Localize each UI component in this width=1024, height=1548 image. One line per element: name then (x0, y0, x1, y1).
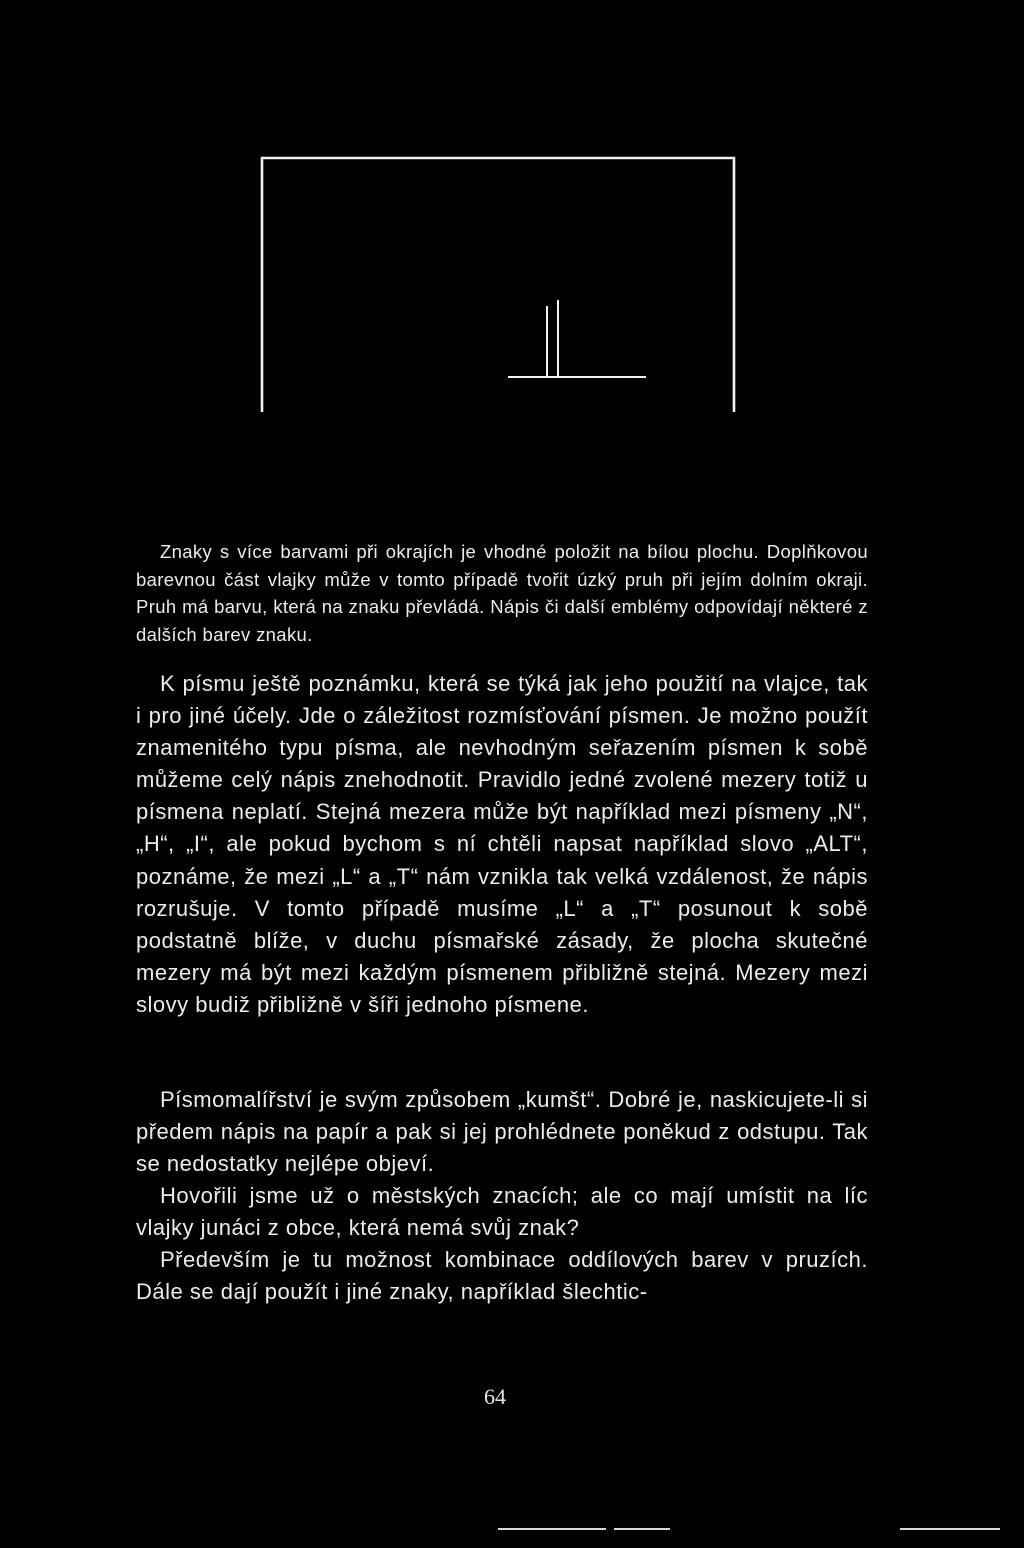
flag-illustration (258, 150, 738, 416)
paragraph-flag-colors: Znaky s více barvami při okrajích je vhodné položit na bílou plochu. Doplňkovou barevnou část vlajky může v tomto případě tvořit úzký pruh při jejím dolním okraji. Pruh má barvu, která na znaku převládá. Nápis či další emblémy odpovídají některé z dalších barev znaku. (136, 541, 868, 645)
flag-frame (262, 158, 734, 412)
paragraph-color-stripes: Především je tu možnost kombinace oddílových barev v pruzích. Dále se dají použít i jiné znaky, například šlechtic- (136, 1247, 868, 1305)
paragraph-lettering-craft: Písmomalířství je svým způsobem „kumšt“. Dobré je, naskicujete-li si předem nápis na papír a pak si jej prohlédnete poněkud z odstupu. Tak se nedostatky nejlépe objeví. (136, 1087, 868, 1177)
bottom-rule (900, 1528, 1000, 1530)
bottom-rule (498, 1528, 606, 1530)
flag-outline-icon (258, 150, 738, 416)
paragraph-town-emblems: Hovořili jsme už o městských znacích; ale co mají umístit na líc vlajky junáci z obce, která nemá svůj znak? (136, 1183, 868, 1241)
bottom-rule (614, 1528, 670, 1530)
paragraph-letter-spacing: K písmu ještě poznámku, která se týká jak jeho použití na vlajce, tak i pro jiné účely. Jde o záležitost rozmísťování písmen. Je možno použít znamenitého typu písma, ale nevhodným seřazením písmen k sobě můžeme celý nápis znehodnotit. Pravidlo jedné zvolené mezery totiž u písmena neplatí. Stejná mezera může být například mezi písmeny „N“, „H“, „I“, ale pokud bychom s ní chtěli napsat například slovo „ALT“, poznáme, že mezi „L“ a „T“ nám vznikla tak velká vzdálenost, že nápis rozrušuje. V tomto případě musíme „L“ a „T“ posunout k sobě podstatně blíže, v duchu písmařské zásady, že plocha skutečné mezery má být mezi každým písmenem přibližně stejná. Mezery mezi slovy budiž přibližně v šíři jednoho písmene. (136, 671, 868, 1017)
page-number: 64 (484, 1384, 506, 1409)
